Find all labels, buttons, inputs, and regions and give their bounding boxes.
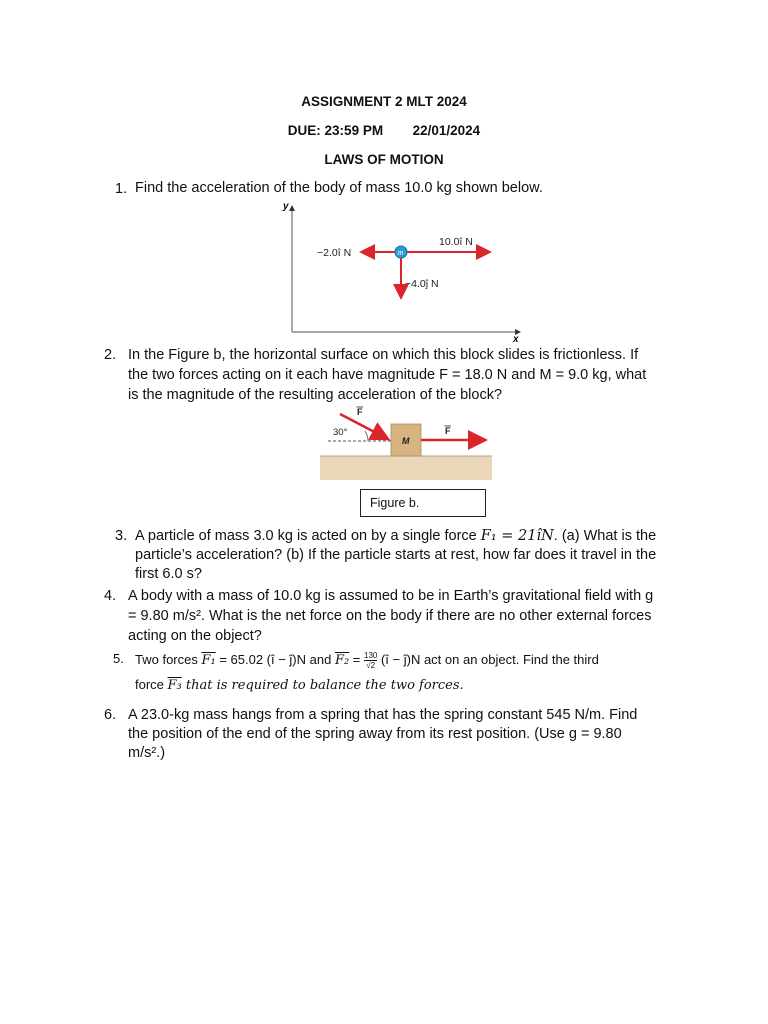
question-4-line-1: A body with a mass of 10.0 kg is assumed to be in Earth’s gravitational field with g [128,588,654,604]
question-5-text-c: = [349,652,364,667]
question-5-text-e: force [135,677,168,692]
question-4-line-3: acting on the object? [128,628,262,644]
force-left-label: −2.0î N [317,247,352,259]
question-6-line-3: m/s².) [128,745,166,761]
question-5-text-b: = 65.02 (î − ĵ)N and [215,652,335,667]
due-label: DUE: 23:59 PM [287,123,384,138]
figure-a-force-diagram [275,196,535,344]
question-5-number: 5. [113,651,124,666]
question-2-line-1: In the Figure b, the horizontal surface on which this block slides is frictionless. If [128,347,639,363]
fraction-numerator: 130 [364,651,378,661]
question-5-line-2 [135,675,464,695]
question-3-text-b: . (a) What is the [553,528,657,544]
topic-title: LAWS OF MOTION [324,152,444,167]
ground-surface [320,456,492,480]
force-down-label: −4.0ĵ N [405,278,439,290]
question-3-number: 3. [115,528,128,544]
question-6-line-2: the position of the end of the spring away from its rest position. (Use g = 9.80 [128,726,622,742]
angle-label: 30° [333,427,348,438]
mass-label: m [397,250,404,257]
question-2-number: 2. [104,347,117,363]
fraction-denominator: √2 [366,661,376,671]
y-axis-label: y [283,201,289,212]
question-4-number: 4. [104,588,117,604]
question-4-line-2: = 9.80 m/s². What is the net force on the body if there are no other external forces [128,608,652,624]
question-2-line-3: is the magnitude of the resulting acceleration of the block? [128,387,503,403]
question-3-line-2: particle’s acceleration? (b) If the particle starts at rest, how far does it travel in the [135,547,657,563]
force-f1-symbol: F₁ [201,653,216,668]
question-3-line-1 [135,527,656,546]
fraction [364,651,377,670]
question-6-number: 6. [104,707,117,723]
question-1-text: Find the acceleration of the body of mass 10.0 kg shown below. [135,180,543,196]
figure-b-block-diagram [318,404,494,482]
question-5-line-1 [135,650,599,670]
question-5-text-f: that is required to balance the two forces. [181,678,464,693]
question-5-text-d: (î − ĵ)N act on an object. Find the third [377,652,599,667]
due-line [0,123,768,138]
force-right-label: 10.0î N [439,236,473,248]
question-3-text-a: A particle of mass 3.0 kg is acted on by a single force [135,528,481,544]
assignment-title: ASSIGNMENT 2 MLT 2024 [301,94,467,109]
figure-b-caption: Figure b. [360,489,486,517]
force-f2-symbol: F₂ [334,653,350,668]
question-5-text-a: Two forces [135,652,202,667]
question-3-line-3: first 6.0 s? [135,566,202,582]
angle-arc [365,431,368,441]
force-f3-symbol: F₃ [167,678,182,693]
block-label: M [402,436,410,446]
horizontal-force-label: F [445,426,451,436]
question-6-line-1: A 23.0-kg mass hangs from a spring that has the spring constant 545 N/m. Find [128,707,638,723]
due-date: 22/01/2024 [412,123,481,138]
x-axis-label: x [513,334,519,344]
question-2-line-2: the two forces acting on it each have magnitude F = 18.0 N and M = 9.0 kg, what [128,367,647,383]
question-1-number: 1. [115,181,128,197]
force-f1-expression: F₁ = 21îN [480,528,554,544]
angled-force-label: F [357,407,363,417]
